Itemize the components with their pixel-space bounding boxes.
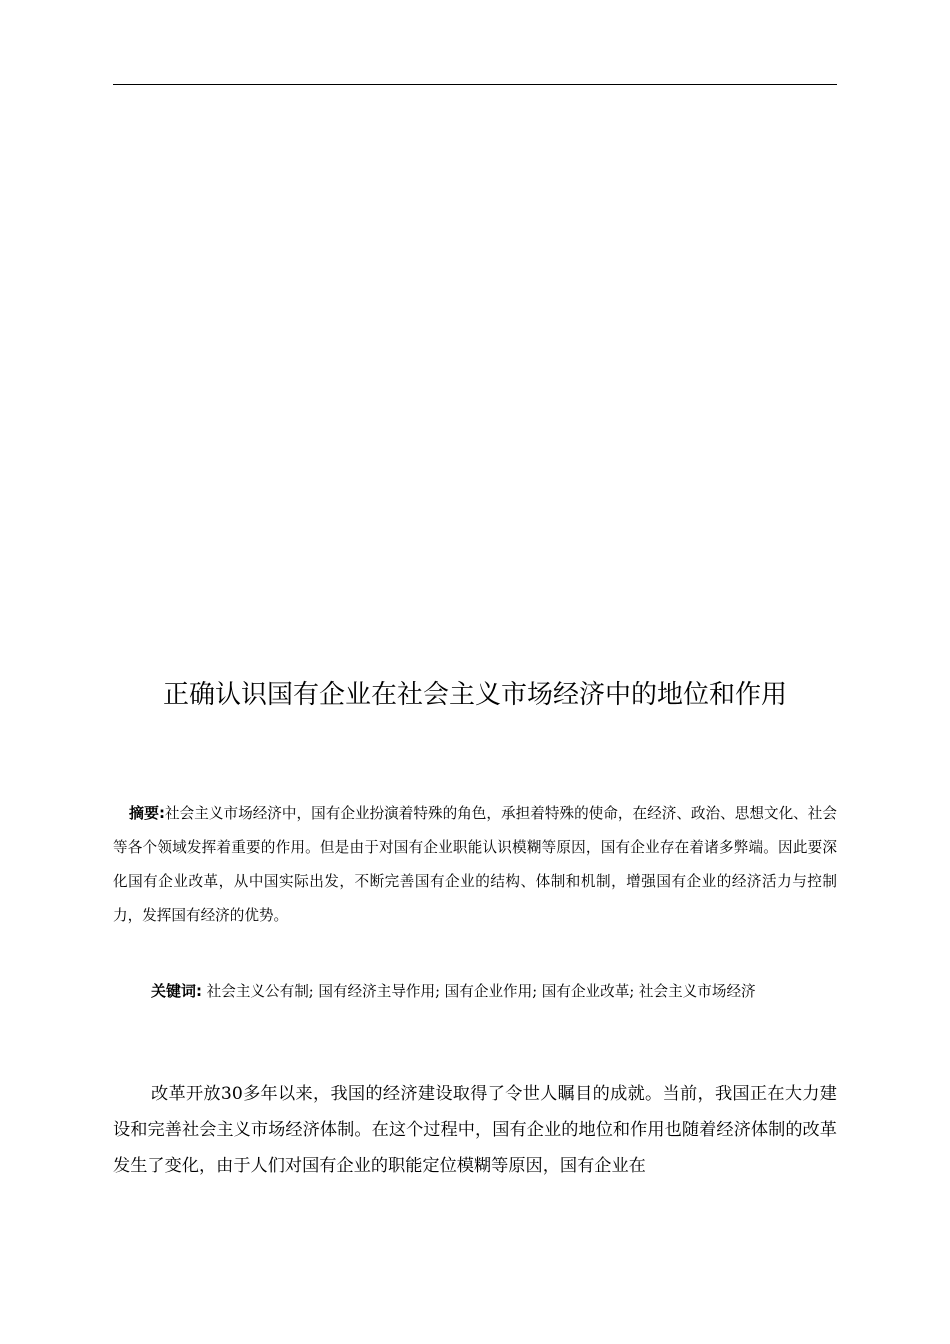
body-paragraph-1: 改革开放30多年以来，我国的经济建设取得了令世人瞩目的成就。当前，我国正在大力建设和完善社会主义市场经济体制。在这个过程中，国有企业的地位和作用也随着经济体制的改革发生了变化，由于人们对国有企业的职能定位模糊等原因，国有企业在 <box>113 1084 837 1176</box>
document-title: 正确认识国有企业在社会主义市场经济中的地位和作用 <box>162 680 787 710</box>
keywords-text: 社会主义公有制; 国有经济主导作用; 国有企业作用; 国有企业改革; 社会主义市场经济 <box>202 983 756 1000</box>
abstract-label: 摘要: <box>129 804 166 822</box>
abstract-text: 社会主义市场经济中，国有企业扮演着特殊的角色，承担着特殊的使命，在经济、政治、思想文化、社会等各个领域发挥着重要的作用。但是由于对国有企业职能认识模糊等原因，国有企业存在着诸多弊端。因此要深化国有企业改革，从中国实际出发，不断完善国有企业的结构、体制和机制，增强国有企业的经济活力与控制力，发挥国有经济的优势。 <box>113 805 837 924</box>
keywords-paragraph <box>113 974 837 1009</box>
header-rule <box>113 84 837 85</box>
abstract-paragraph <box>113 796 837 933</box>
keywords-label: 关键词: <box>151 982 202 1000</box>
